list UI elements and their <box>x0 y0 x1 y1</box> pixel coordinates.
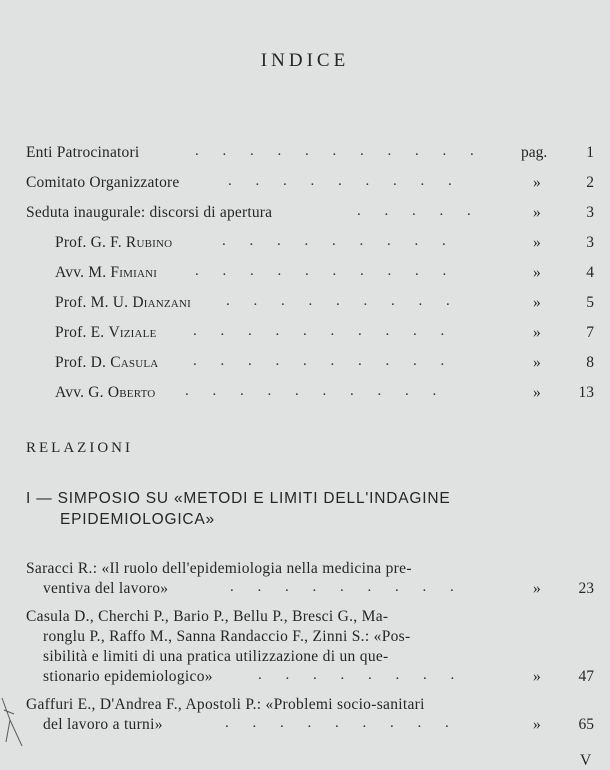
toc-leader-dots: . . . . . . . . . . <box>193 323 455 339</box>
paper-saracci-ref: » <box>533 580 541 597</box>
toc-entry-enti-page: 1 <box>586 144 594 161</box>
paper-gaffuri-page: 65 <box>578 716 594 733</box>
toc-entry-seduta-label: Seduta inaugurale: discorsi di apertura <box>26 204 273 221</box>
symposium-title-line2: EPIDEMIOLOGICA» <box>60 511 215 528</box>
toc-speaker-dianzani-page: 5 <box>586 294 594 311</box>
paper-gaffuri-line2: del lavoro a turni» <box>43 716 163 733</box>
toc-speaker-fimiani-ref: » <box>533 264 541 281</box>
toc-leader-dots: . . . . . . . . . <box>226 293 460 309</box>
paper-casula-line1: Casula D., Cherchi P., Bario P., Bellu P., Bresci G., Ma- <box>26 608 389 625</box>
symposium-title-line1: I — SIMPOSIO SU «METODI E LIMITI DELL'INDAGINE <box>26 490 451 507</box>
paper-casula-line2: ronglu P., Raffo M., Sanna Randaccio F., Zinni S.: «Pos- <box>43 628 411 645</box>
toc-leader-dots: . . . . . . . . . . <box>195 263 457 279</box>
toc-speaker-casula: Prof. D. Casula <box>55 354 159 371</box>
toc-leader-dots: . . . . . . . . . <box>228 173 462 189</box>
toc-entry-seduta-page: 3 <box>586 204 594 221</box>
toc-speaker-casula-ref: » <box>533 354 541 371</box>
toc-speaker-rubino-page: 3 <box>586 234 594 251</box>
toc-leader-dots: . . . . . . . . . <box>222 233 456 249</box>
toc-leader-dots: . . . . . <box>357 203 481 219</box>
toc-entry-enti-ref: pag. <box>521 144 548 161</box>
toc-leader-dots: . . . . . . . . . <box>230 579 464 595</box>
page-title: INDICE <box>260 50 350 71</box>
toc-leader-dots: . . . . . . . . <box>258 667 465 683</box>
toc-speaker-fimiani-page: 4 <box>586 264 594 281</box>
toc-speaker-rubino: Prof. G. F. Rubino <box>55 234 173 251</box>
toc-leader-dots: . . . . . . . . . . . <box>195 143 484 159</box>
paper-saracci-page: 23 <box>578 580 594 597</box>
toc-speaker-fimiani: Avv. M. Fimiani <box>55 264 158 281</box>
toc-speaker-oberto: Avv. G. Oberto <box>55 384 156 401</box>
paper-saracci-line1: Saracci R.: «Il ruolo dell'epidemiologia nella medicina pre- <box>26 560 412 577</box>
paper-casula-line4: stionario epidemiologico» <box>43 668 213 685</box>
paper-casula-ref: » <box>533 668 541 685</box>
toc-speaker-dianzani-ref: » <box>533 294 541 311</box>
toc-speaker-viziale: Prof. E. Viziale <box>55 324 157 341</box>
pencil-mark-icon <box>0 690 28 750</box>
toc-entry-seduta-ref: » <box>533 204 541 221</box>
toc-leader-dots: . . . . . . . . . <box>225 715 459 731</box>
paper-saracci-line2: ventiva del lavoro» <box>43 580 169 597</box>
toc-speaker-rubino-ref: » <box>533 234 541 251</box>
section-heading-relazioni: RELAZIONI <box>26 440 133 456</box>
toc-speaker-oberto-ref: » <box>533 384 541 401</box>
page-number: V <box>580 752 592 769</box>
toc-speaker-viziale-page: 7 <box>586 324 594 341</box>
toc-speaker-viziale-ref: » <box>533 324 541 341</box>
toc-speaker-dianzani: Prof. M. U. Dianzani <box>55 294 191 311</box>
toc-speaker-casula-page: 8 <box>586 354 594 371</box>
toc-entry-comitato-ref: » <box>533 174 541 191</box>
toc-entry-enti-label: Enti Patrocinatori <box>26 144 140 161</box>
toc-leader-dots: . . . . . . . . . . <box>185 383 447 399</box>
toc-entry-comitato-label: Comitato Organizzatore <box>26 174 180 191</box>
paper-casula-page: 47 <box>578 668 594 685</box>
paper-gaffuri-ref: » <box>533 716 541 733</box>
toc-entry-comitato-page: 2 <box>586 174 594 191</box>
toc-leader-dots: . . . . . . . . . . <box>193 353 455 369</box>
paper-gaffuri-line1: Gaffuri E., D'Andrea F., Apostoli P.: «Problemi socio-sanitari <box>26 696 425 713</box>
toc-speaker-oberto-page: 13 <box>578 384 594 401</box>
paper-casula-line3: sibilità e limiti di una pratica utilizzazione di un que- <box>43 648 389 665</box>
